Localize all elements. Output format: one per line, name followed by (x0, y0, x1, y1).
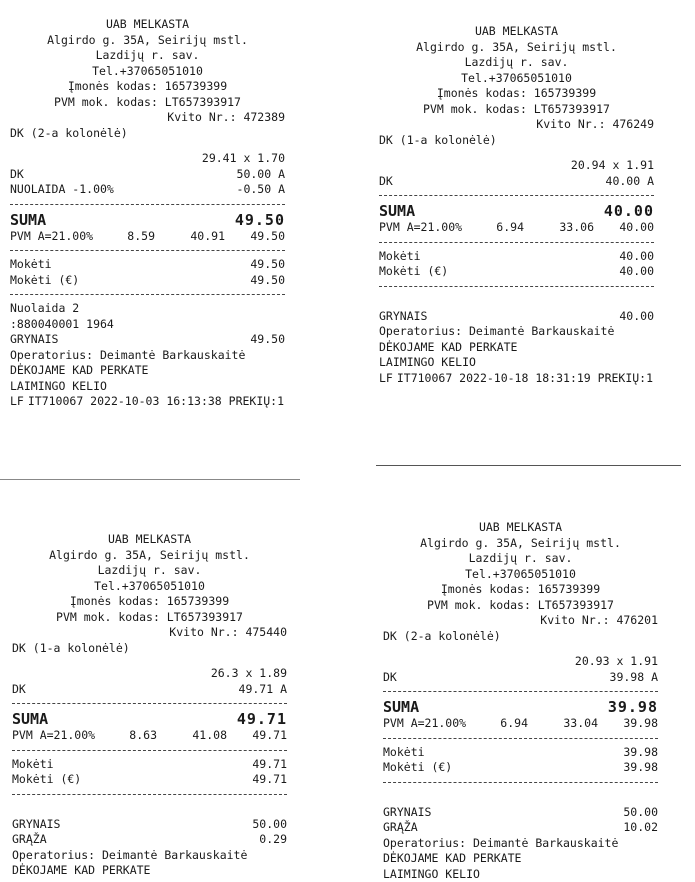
company-address: Algirdo g. 35A, Seirijų mstl. (10, 33, 285, 49)
company-address: Algirdo g. 35A, Seirijų mstl. (379, 40, 654, 56)
thanks-text: DĖKOJAME KAD PERKATE (10, 363, 285, 379)
receipt-3 (12, 532, 287, 879)
pay-eur-label: Mokėti (€) (12, 772, 81, 788)
divider-left (0, 479, 300, 480)
item-name: DK (10, 167, 24, 183)
vat-code: PVM mok. kodas: LT657393917 (379, 102, 654, 118)
item-name: DK (383, 670, 397, 686)
item-amount: 40.00 A (606, 174, 654, 190)
discount-label: NUOLAIDA -1.00% (10, 182, 114, 198)
change-value: 0.29 (259, 832, 287, 848)
vat-total: 49.50 (225, 229, 285, 245)
pay-eur-label: Mokėti (€) (10, 273, 79, 289)
vat-row (383, 716, 658, 732)
cash-row (12, 817, 287, 833)
qty-price: 29.41 x 1.70 (10, 151, 285, 167)
footer-text: IT710067 2022-10-03 16:13:38 PREKIŲ:1 (28, 394, 284, 408)
cash-row (383, 805, 658, 821)
company-code: Įmonės kodas: 165739399 (383, 582, 658, 598)
card-number: :880040001 1964 (10, 317, 285, 333)
item-row (10, 167, 285, 183)
operator: Operatorius: Deimantė Barkauskaitė (383, 836, 658, 852)
qty-price: 26.3 x 1.89 (12, 666, 287, 682)
total-row (10, 211, 285, 229)
thanks-text: DĖKOJAME KAD PERKATE (383, 851, 658, 867)
pay-eur-value: 40.00 (619, 264, 654, 280)
item-name: DK (12, 682, 26, 698)
vat-code: PVM mok. kodas: LT657393917 (10, 95, 285, 111)
receipt-number: Kvito Nr.: 476201 (383, 613, 658, 629)
dash-divider (379, 286, 654, 287)
fiscal-mark: LF (10, 394, 24, 408)
total-value: 49.50 (235, 211, 285, 229)
total-value: 40.00 (604, 202, 654, 220)
company-name: UAB MELKASTA (383, 520, 658, 536)
vat-amount: 8.59 (100, 229, 155, 245)
dash-divider (383, 691, 658, 692)
divider-right (376, 465, 681, 466)
total-label: SUMA (12, 710, 48, 728)
vat-row (10, 229, 285, 245)
operator: Operatorius: Deimantė Barkauskaitė (379, 324, 654, 340)
pay-value: 49.50 (250, 257, 285, 273)
pay-eur-label: Mokėti (€) (383, 760, 452, 776)
dash-divider (10, 204, 285, 205)
vat-total: 40.00 (594, 220, 654, 236)
dash-divider (10, 294, 285, 295)
company-name: UAB MELKASTA (12, 532, 287, 548)
cash-value: 40.00 (619, 309, 654, 325)
company-name: UAB MELKASTA (379, 24, 654, 40)
company-phone: Tel.+37065051010 (379, 71, 654, 87)
pay-label: Mokėti (383, 745, 425, 761)
company-address: Algirdo g. 35A, Seirijų mstl. (383, 536, 658, 552)
pay-value: 39.98 (623, 745, 658, 761)
change-row (12, 832, 287, 848)
total-row (379, 202, 654, 220)
dash-divider (383, 782, 658, 783)
dk-label: DK (2-a kolonėlė) (10, 126, 285, 142)
change-label: GRĄŽA (383, 820, 418, 836)
receipt-number: Kvito Nr.: 475440 (12, 625, 287, 641)
company-district: Lazdijų r. sav. (10, 48, 285, 64)
vat-row (12, 728, 287, 744)
total-value: 49.71 (237, 710, 287, 728)
pay-value: 40.00 (619, 249, 654, 265)
vat-total: 39.98 (598, 716, 658, 732)
cash-label: GRYNAIS (10, 332, 58, 348)
cash-row (379, 309, 654, 325)
pay-eur-row (12, 772, 287, 788)
company-name: UAB MELKASTA (10, 17, 285, 33)
item-row (383, 670, 658, 686)
cash-value: 49.50 (250, 332, 285, 348)
company-phone: Tel.+37065051010 (12, 579, 287, 595)
total-value: 39.98 (608, 698, 658, 716)
receipt-number: Kvito Nr.: 472389 (10, 110, 285, 126)
pay-label: Mokėti (379, 249, 421, 265)
vat-code: PVM mok. kodas: LT657393917 (383, 598, 658, 614)
good-luck-text: LAIMINGO KELIO (379, 355, 654, 371)
item-row (12, 682, 287, 698)
receipt-number: Kvito Nr.: 476249 (379, 117, 654, 133)
cash-label: GRYNAIS (383, 805, 431, 821)
total-label: SUMA (10, 211, 46, 229)
discount-amount: -0.50 A (237, 182, 285, 198)
dash-divider (379, 195, 654, 196)
receipt-2 (379, 24, 654, 386)
item-amount: 49.71 A (239, 682, 287, 698)
item-row (379, 174, 654, 190)
cash-label: GRYNAIS (12, 817, 60, 833)
dash-divider (379, 242, 654, 243)
thanks-text: DĖKOJAME KAD PERKATE (379, 340, 654, 356)
company-address: Algirdo g. 35A, Seirijų mstl. (12, 548, 287, 564)
good-luck-text: LAIMINGO KELIO (10, 379, 285, 395)
qty-price: 20.94 x 1.91 (379, 158, 654, 174)
company-district: Lazdijų r. sav. (383, 551, 658, 567)
dash-divider (12, 703, 287, 704)
vat-net: 33.04 (528, 716, 598, 732)
pay-eur-row (10, 273, 285, 289)
company-code: Įmonės kodas: 165739399 (10, 79, 285, 95)
dk-label: DK (2-a kolonėlė) (383, 629, 658, 645)
vat-amount: 6.94 (473, 716, 528, 732)
vat-total: 49.71 (227, 728, 287, 744)
pay-row (383, 745, 658, 761)
company-phone: Tel.+37065051010 (10, 64, 285, 80)
cash-row (10, 332, 285, 348)
total-row (383, 698, 658, 716)
pay-label: Mokėti (12, 757, 54, 773)
change-value: 10.02 (623, 820, 658, 836)
cash-label: GRYNAIS (379, 309, 427, 325)
vat-row (379, 220, 654, 236)
discount-row (10, 182, 285, 198)
vat-amount: 6.94 (469, 220, 524, 236)
dash-divider (383, 738, 658, 739)
cash-value: 50.00 (623, 805, 658, 821)
fiscal-footer (10, 394, 285, 410)
fiscal-footer (379, 371, 654, 387)
item-name: DK (379, 174, 393, 190)
vat-rate: PVM A=21.00% (383, 716, 473, 732)
change-row (383, 820, 658, 836)
operator: Operatorius: Deimantė Barkauskaitė (12, 848, 287, 864)
vat-net: 33.06 (524, 220, 594, 236)
cash-value: 50.00 (252, 817, 287, 833)
vat-amount: 8.63 (102, 728, 157, 744)
company-district: Lazdijų r. sav. (379, 55, 654, 71)
pay-eur-label: Mokėti (€) (379, 264, 448, 280)
total-row (12, 710, 287, 728)
dash-divider (12, 794, 287, 795)
total-label: SUMA (383, 698, 419, 716)
pay-row (10, 257, 285, 273)
pay-row (12, 757, 287, 773)
company-district: Lazdijų r. sav. (12, 563, 287, 579)
vat-net: 40.91 (155, 229, 225, 245)
pay-label: Mokėti (10, 257, 52, 273)
item-amount: 39.98 A (610, 670, 658, 686)
vat-rate: PVM A=21.00% (379, 220, 469, 236)
footer-text: IT710067 2022-10-18 18:31:19 PREKIŲ:1 (397, 371, 653, 385)
vat-net: 41.08 (157, 728, 227, 744)
thanks-text: DĖKOJAME KAD PERKATE (12, 863, 287, 879)
dash-divider (12, 750, 287, 751)
pay-eur-value: 49.50 (250, 273, 285, 289)
company-phone: Tel.+37065051010 (383, 567, 658, 583)
qty-price: 20.93 x 1.91 (383, 654, 658, 670)
vat-code: PVM mok. kodas: LT657393917 (12, 610, 287, 626)
pay-eur-row (379, 264, 654, 280)
pay-eur-value: 49.71 (252, 772, 287, 788)
vat-rate: PVM A=21.00% (10, 229, 100, 245)
promo-text: Nuolaida 2 (10, 301, 285, 317)
company-code: Įmonės kodas: 165739399 (379, 86, 654, 102)
pay-row (379, 249, 654, 265)
dk-label: DK (1-a kolonėlė) (12, 641, 287, 657)
dk-label: DK (1-a kolonėlė) (379, 133, 654, 149)
operator: Operatorius: Deimantė Barkauskaitė (10, 348, 285, 364)
pay-eur-row (383, 760, 658, 776)
change-label: GRĄŽA (12, 832, 47, 848)
receipt-1 (10, 17, 285, 410)
company-code: Įmonės kodas: 165739399 (12, 594, 287, 610)
item-amount: 50.00 A (237, 167, 285, 183)
good-luck-text: LAIMINGO KELIO (383, 867, 658, 882)
total-label: SUMA (379, 202, 415, 220)
pay-value: 49.71 (252, 757, 287, 773)
vat-rate: PVM A=21.00% (12, 728, 102, 744)
fiscal-mark: LF (379, 371, 393, 385)
receipt-4 (383, 520, 658, 882)
dash-divider (10, 250, 285, 251)
pay-eur-value: 39.98 (623, 760, 658, 776)
